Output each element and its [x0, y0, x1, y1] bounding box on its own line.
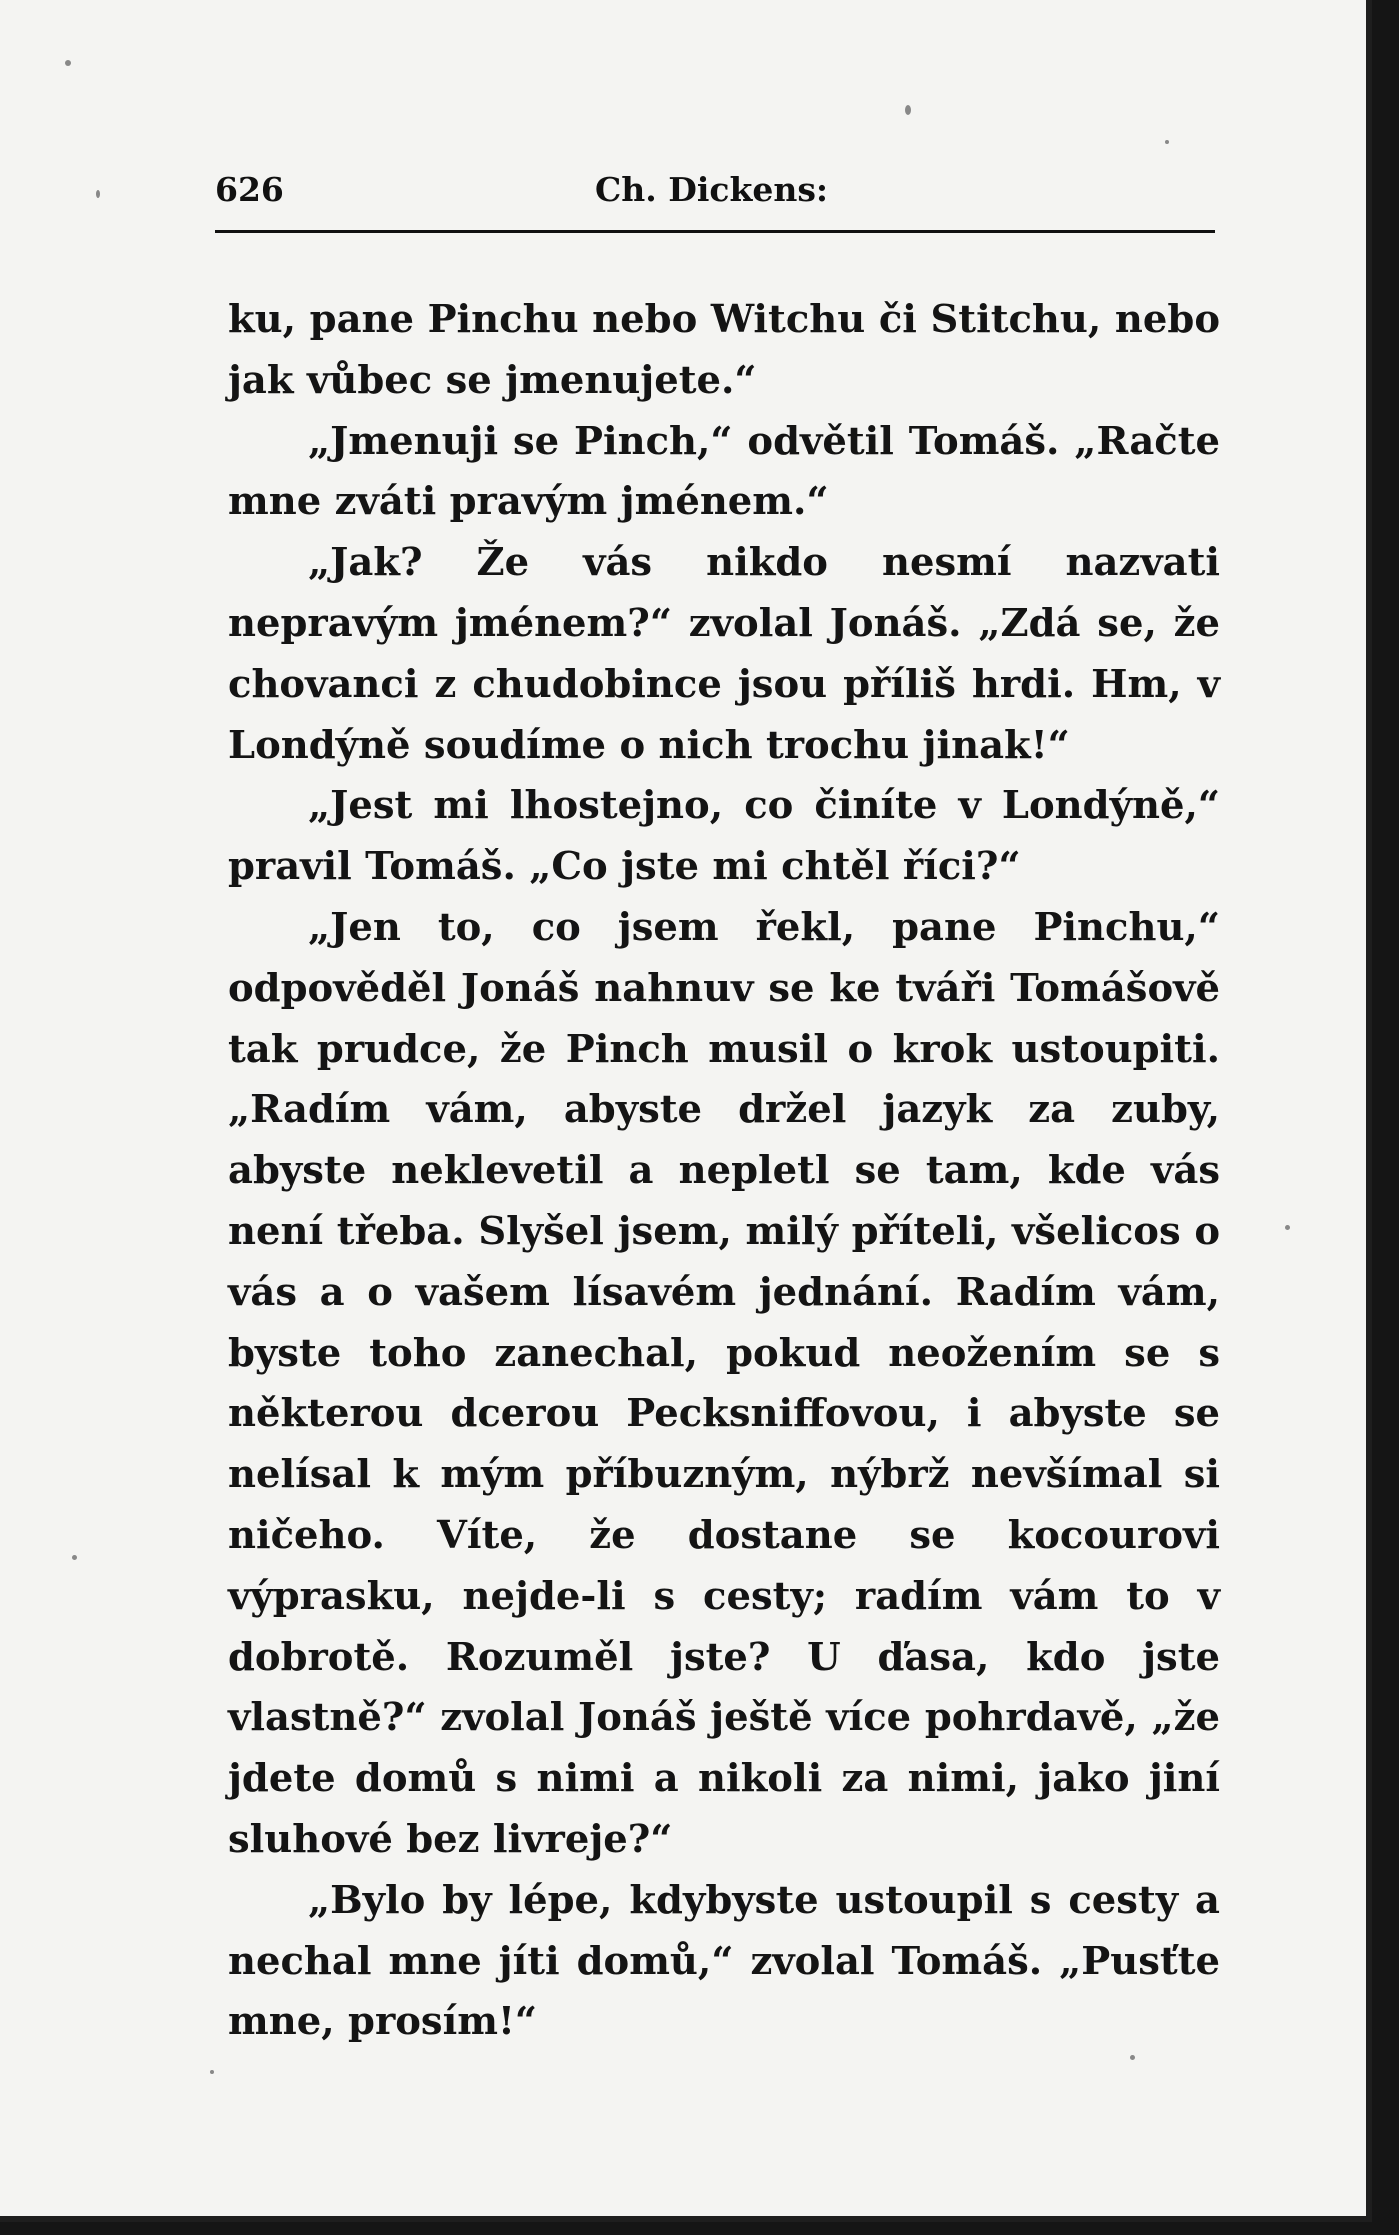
- page-header: [215, 170, 1215, 220]
- scan-edge-right: [1372, 0, 1399, 2235]
- paper-speck: [1285, 1225, 1290, 1230]
- paper-speck: [1165, 140, 1169, 144]
- paper-speck: [96, 190, 100, 198]
- paper-speck: [210, 2070, 214, 2074]
- paper-speck: [905, 105, 911, 115]
- paragraph: ku, pane Pinchu nebo Witchu či Stitchu, nebo jak vůbec se jmenujete.“: [228, 297, 1220, 403]
- paragraph: „Bylo by lépe, kdybyste ustoupil s cesty a nechal mne jíti domů,“ zvolal Tomáš. „Pusťte mne, prosím!“: [228, 1877, 1220, 2045]
- paragraph: „Jen to, co jsem řekl, pane Pinchu,“ odpověděl Jonáš nahnuv se ke tváři Tomášově tak prudce, že Pinch musil o krok ustoupiti. „Radím vám, abyste držel jazyk za zuby, abyste neklevetil a nepletl se tam, kde vás není třeba. Slyšel jsem, milý příteli, všelicos o vás a o vašem lísavém jednání. Radím vám, byste toho zanechal, pokud neožením se s některou dcerou Pecksniffovou, i abyste se nelísal k mým příbuzným, nýbrž nevšímal si ničeho. Víte, že dostane se kocourovi výprasku, nejde-li s cesty; radím vám to v dobrotě. Rozuměl jste? U ďasa, kdo jste vlastně?“ zvolal Jonáš ještě více pohrdavě, „že jdete domů s nimi a nikoli za nimi, jako jiní sluhové bez livreje?“: [228, 904, 1220, 1862]
- paper-speck: [72, 1555, 77, 1560]
- paper-speck: [65, 60, 71, 66]
- running-head: Ch. Dickens:: [595, 170, 829, 209]
- paragraph: „Jest mi lhostejno, co činíte v Londýně,“ pravil Tomáš. „Co jste mi chtěl říci?“: [228, 783, 1220, 890]
- paper-speck: [1130, 2055, 1135, 2060]
- scan-edge-bottom: [0, 2222, 1399, 2235]
- body-text: [228, 290, 1220, 2053]
- paragraph: „Jmenuji se Pinch,“ odvětil Tomáš. „Račte mne zváti pravým jménem.“: [228, 418, 1220, 525]
- paragraph: „Jak? Že vás nikdo nesmí nazvati nepravým jménem?“ zvolal Jonáš. „Zdá se, že chovanci z chudobince jsou příliš hrdi. Hm, v Londýně soudíme o nich trochu jinak!“: [228, 540, 1220, 768]
- header-rule: [215, 230, 1215, 233]
- page-number: 626: [215, 170, 284, 209]
